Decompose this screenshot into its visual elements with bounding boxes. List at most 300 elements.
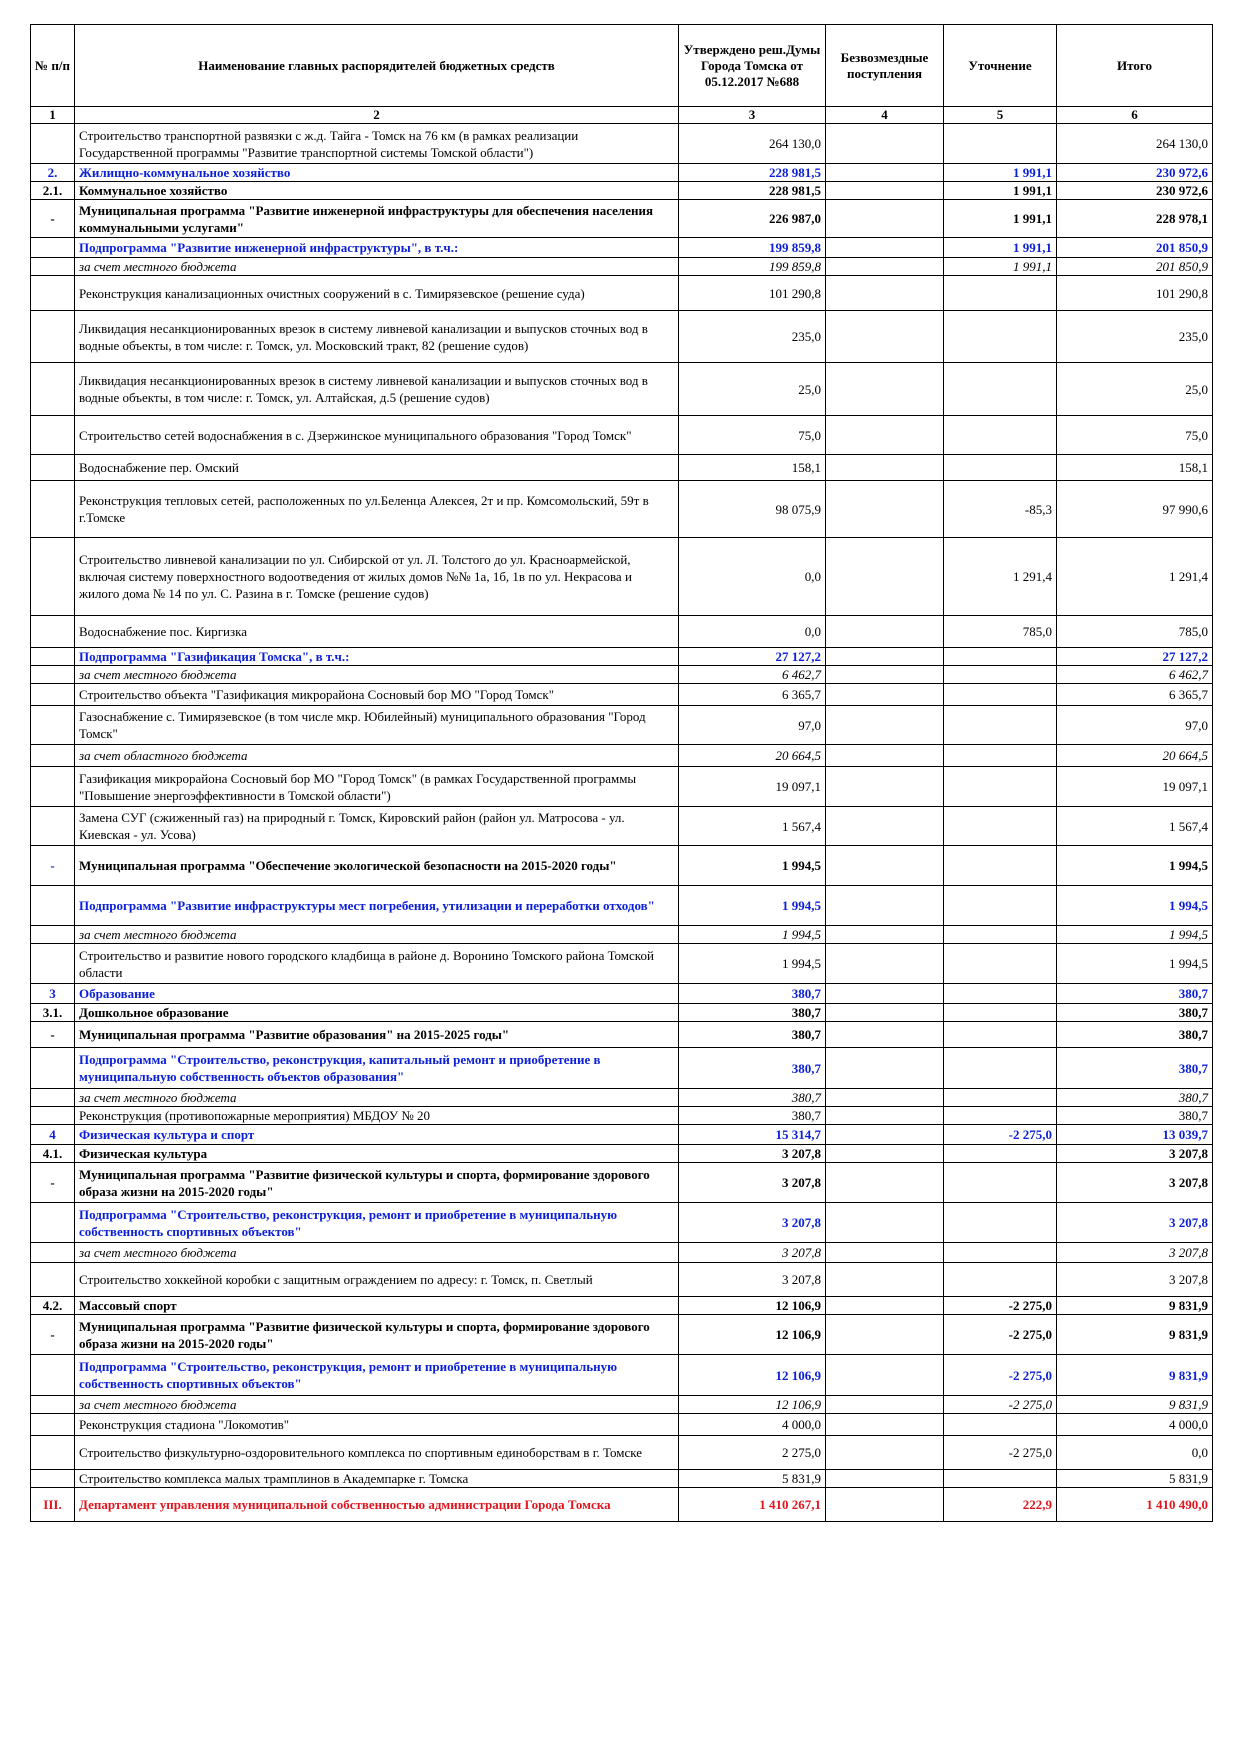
row-approved: 158,1 xyxy=(679,455,826,481)
row-approved: 25,0 xyxy=(679,363,826,416)
row-number xyxy=(31,1203,75,1243)
header-num: № п/п xyxy=(31,25,75,107)
table-row xyxy=(31,276,1213,311)
row-number xyxy=(31,648,75,666)
row-number xyxy=(31,276,75,311)
row-adjustment xyxy=(944,684,1057,706)
table-row xyxy=(31,258,1213,276)
row-adjustment xyxy=(944,1089,1057,1107)
row-name: Строительство ливневой канализации по ул. Сибирской от ул. Л. Толстого до ул. Красноармейской, включая систему поверхностного водоотведения от жилых домов №№ 1а, 1б, 1в по ул. Некрасова и жилого дома № 14 по ул. С. Разина в г. Томске (решение судов) xyxy=(75,538,679,616)
row-approved: 3 207,8 xyxy=(679,1203,826,1243)
row-approved: 380,7 xyxy=(679,1107,826,1125)
row-name: Газоснабжение с. Тимирязевское (в том числе мкр. Юбилейный) муниципального образования "Город Томск" xyxy=(75,706,679,745)
row-total: 4 000,0 xyxy=(1057,1414,1213,1436)
row-total: 1 994,5 xyxy=(1057,886,1213,926)
row-approved: 6 462,7 xyxy=(679,666,826,684)
row-adjustment xyxy=(944,706,1057,745)
table-row xyxy=(31,1355,1213,1396)
header-adjustment: Уточнение xyxy=(944,25,1057,107)
row-approved: 20 664,5 xyxy=(679,745,826,767)
row-number: - xyxy=(31,1315,75,1355)
row-number: 3.1. xyxy=(31,1004,75,1022)
row-total: 25,0 xyxy=(1057,363,1213,416)
row-number xyxy=(31,1263,75,1297)
row-name: Муниципальная программа "Развитие физической культуры и спорта, формирование здорового образа жизни на 2015-2020 годы" xyxy=(75,1315,679,1355)
row-approved: 235,0 xyxy=(679,311,826,363)
row-adjustment: -2 275,0 xyxy=(944,1297,1057,1315)
row-approved: 380,7 xyxy=(679,1022,826,1048)
row-name: Жилищно-коммунальное хозяйство xyxy=(75,164,679,182)
row-number: - xyxy=(31,1022,75,1048)
row-number xyxy=(31,258,75,276)
row-number xyxy=(31,1470,75,1488)
row-total: 380,7 xyxy=(1057,1089,1213,1107)
row-grants xyxy=(826,886,944,926)
row-grants xyxy=(826,767,944,807)
row-total: 3 207,8 xyxy=(1057,1203,1213,1243)
row-name: Дошкольное образование xyxy=(75,1004,679,1022)
row-number xyxy=(31,416,75,455)
row-name: Газификация микрорайона Сосновый бор МО "Город Томск" (в рамках Государственной программы "Повышение энергоэффективности в Томской области") xyxy=(75,767,679,807)
row-name: Подпрограмма "Развитие инфраструктуры мест погребения, утилизации и переработки отходов" xyxy=(75,886,679,926)
row-approved: 75,0 xyxy=(679,416,826,455)
row-name: Коммунальное хозяйство xyxy=(75,182,679,200)
row-total: 230 972,6 xyxy=(1057,182,1213,200)
row-approved: 4 000,0 xyxy=(679,1414,826,1436)
row-approved: 199 859,8 xyxy=(679,258,826,276)
row-approved: 228 981,5 xyxy=(679,182,826,200)
row-total: 3 207,8 xyxy=(1057,1163,1213,1203)
row-total: 380,7 xyxy=(1057,1107,1213,1125)
row-number xyxy=(31,455,75,481)
row-approved: 380,7 xyxy=(679,984,826,1004)
table-row xyxy=(31,1145,1213,1163)
row-number xyxy=(31,666,75,684)
table-row xyxy=(31,745,1213,767)
row-grants xyxy=(826,666,944,684)
row-total: 6 365,7 xyxy=(1057,684,1213,706)
row-grants xyxy=(826,1089,944,1107)
row-total: 201 850,9 xyxy=(1057,238,1213,258)
row-total: 380,7 xyxy=(1057,984,1213,1004)
table-row xyxy=(31,455,1213,481)
table-row xyxy=(31,1048,1213,1089)
row-number xyxy=(31,767,75,807)
row-number xyxy=(31,944,75,984)
table-row xyxy=(31,538,1213,616)
row-grants xyxy=(826,1125,944,1145)
row-number xyxy=(31,481,75,538)
row-grants xyxy=(826,311,944,363)
row-total: 75,0 xyxy=(1057,416,1213,455)
row-number: 3 xyxy=(31,984,75,1004)
row-total: 201 850,9 xyxy=(1057,258,1213,276)
row-name: за счет областного бюджета xyxy=(75,745,679,767)
row-total: 1 994,5 xyxy=(1057,926,1213,944)
row-grants xyxy=(826,1470,944,1488)
row-grants xyxy=(826,124,944,164)
row-adjustment xyxy=(944,1022,1057,1048)
row-total: 380,7 xyxy=(1057,1022,1213,1048)
row-adjustment xyxy=(944,886,1057,926)
table-row xyxy=(31,1125,1213,1145)
row-adjustment xyxy=(944,648,1057,666)
row-adjustment xyxy=(944,807,1057,846)
row-approved: 15 314,7 xyxy=(679,1125,826,1145)
table-row xyxy=(31,1396,1213,1414)
row-adjustment xyxy=(944,363,1057,416)
row-name: Водоснабжение пос. Киргизка xyxy=(75,616,679,648)
row-total: 3 207,8 xyxy=(1057,1243,1213,1263)
row-name: Строительство транспортной развязки с ж.д. Тайга - Томск на 76 км (в рамках реализации Государственной программы "Развитие транспортной системы Томской области") xyxy=(75,124,679,164)
row-approved: 264 130,0 xyxy=(679,124,826,164)
table-row xyxy=(31,124,1213,164)
row-approved: 5 831,9 xyxy=(679,1470,826,1488)
row-total: 1 291,4 xyxy=(1057,538,1213,616)
row-name: Массовый спорт xyxy=(75,1297,679,1315)
row-number xyxy=(31,124,75,164)
row-name: Образование xyxy=(75,984,679,1004)
row-name: за счет местного бюджета xyxy=(75,1396,679,1414)
row-name: Ликвидация несанкционированных врезок в систему ливневой канализации и выпусков сточных вод в водные объекты, в том числе: г. Томск, ул. Московский тракт, 82 (решение судов) xyxy=(75,311,679,363)
row-number xyxy=(31,538,75,616)
row-grants xyxy=(826,1163,944,1203)
row-number xyxy=(31,1355,75,1396)
header-grants: Безвозмездные поступления xyxy=(826,25,944,107)
row-grants xyxy=(826,1203,944,1243)
row-number xyxy=(31,1396,75,1414)
row-grants xyxy=(826,1048,944,1089)
header-name: Наименование главных распорядителей бюджетных средств xyxy=(75,25,679,107)
row-adjustment xyxy=(944,1004,1057,1022)
row-name: за счет местного бюджета xyxy=(75,258,679,276)
row-number xyxy=(31,311,75,363)
row-adjustment xyxy=(944,846,1057,886)
row-adjustment: -2 275,0 xyxy=(944,1355,1057,1396)
row-number: 2. xyxy=(31,164,75,182)
row-number xyxy=(31,238,75,258)
row-adjustment: 1 291,4 xyxy=(944,538,1057,616)
header-approved: Утверждено реш.Думы Города Томска от 05.12.2017 №688 xyxy=(679,25,826,107)
row-adjustment xyxy=(944,1163,1057,1203)
row-grants xyxy=(826,1004,944,1022)
row-name: Строительство и развитие нового городского кладбища в районе д. Воронино Томского района Томской области xyxy=(75,944,679,984)
row-total: 13 039,7 xyxy=(1057,1125,1213,1145)
row-approved: 228 981,5 xyxy=(679,164,826,182)
row-adjustment: 785,0 xyxy=(944,616,1057,648)
row-approved: 0,0 xyxy=(679,538,826,616)
row-grants xyxy=(826,616,944,648)
row-total: 9 831,9 xyxy=(1057,1396,1213,1414)
table-row xyxy=(31,616,1213,648)
row-number: 4.1. xyxy=(31,1145,75,1163)
row-total: 3 207,8 xyxy=(1057,1145,1213,1163)
table-row xyxy=(31,1470,1213,1488)
row-total: 27 127,2 xyxy=(1057,648,1213,666)
table-row xyxy=(31,944,1213,984)
row-number xyxy=(31,1089,75,1107)
row-adjustment xyxy=(944,1263,1057,1297)
row-number: 4.2. xyxy=(31,1297,75,1315)
row-approved: 3 207,8 xyxy=(679,1145,826,1163)
row-approved: 1 410 267,1 xyxy=(679,1488,826,1522)
row-number xyxy=(31,926,75,944)
row-grants xyxy=(826,1107,944,1125)
row-grants xyxy=(826,416,944,455)
row-adjustment xyxy=(944,666,1057,684)
table-row xyxy=(31,1243,1213,1263)
table-row xyxy=(31,1107,1213,1125)
table-row xyxy=(31,1203,1213,1243)
row-number xyxy=(31,706,75,745)
table-row xyxy=(31,1089,1213,1107)
row-grants xyxy=(826,684,944,706)
row-approved: 3 207,8 xyxy=(679,1263,826,1297)
row-approved: 199 859,8 xyxy=(679,238,826,258)
table-row xyxy=(31,416,1213,455)
row-number xyxy=(31,684,75,706)
table-row xyxy=(31,1297,1213,1315)
row-grants xyxy=(826,1488,944,1522)
row-total: 264 130,0 xyxy=(1057,124,1213,164)
row-number: - xyxy=(31,846,75,886)
row-approved: 3 207,8 xyxy=(679,1243,826,1263)
row-name: Физическая культура и спорт xyxy=(75,1125,679,1145)
row-name: Департамент управления муниципальной собственностью администрации Города Томска xyxy=(75,1488,679,1522)
row-total: 97 990,6 xyxy=(1057,481,1213,538)
row-name: Подпрограмма "Строительство, реконструкция, капитальный ремонт и приобретение в муниципальную собственность объектов образования" xyxy=(75,1048,679,1089)
row-approved: 380,7 xyxy=(679,1004,826,1022)
table-row xyxy=(31,846,1213,886)
row-name: Муниципальная программа "Обеспечение экологической безопасности на 2015-2020 годы" xyxy=(75,846,679,886)
row-name: Муниципальная программа "Развитие образования" на 2015-2025 годы" xyxy=(75,1022,679,1048)
row-adjustment xyxy=(944,926,1057,944)
row-approved: 0,0 xyxy=(679,616,826,648)
row-name: за счет местного бюджета xyxy=(75,1089,679,1107)
row-total: 158,1 xyxy=(1057,455,1213,481)
row-name: Физическая культура xyxy=(75,1145,679,1163)
row-name: Строительство сетей водоснабжения в с. Дзержинское муниципального образования "Город Томск" xyxy=(75,416,679,455)
row-total: 380,7 xyxy=(1057,1004,1213,1022)
table-row xyxy=(31,926,1213,944)
row-approved: 380,7 xyxy=(679,1089,826,1107)
row-grants xyxy=(826,745,944,767)
row-name: за счет местного бюджета xyxy=(75,1243,679,1263)
row-adjustment xyxy=(944,1203,1057,1243)
table-row xyxy=(31,1004,1213,1022)
row-name: Муниципальная программа "Развитие инженерной инфраструктуры для обеспечения населения коммунальными услугами" xyxy=(75,200,679,238)
row-name: Строительство комплекса малых трамплинов в Академпарке г. Томска xyxy=(75,1470,679,1488)
row-adjustment: -2 275,0 xyxy=(944,1396,1057,1414)
row-adjustment xyxy=(944,1470,1057,1488)
row-grants xyxy=(826,846,944,886)
row-approved: 12 106,9 xyxy=(679,1396,826,1414)
row-number xyxy=(31,1436,75,1470)
row-grants xyxy=(826,538,944,616)
row-grants xyxy=(826,200,944,238)
row-number xyxy=(31,807,75,846)
row-approved: 380,7 xyxy=(679,1048,826,1089)
table-row xyxy=(31,1436,1213,1470)
row-name: Реконструкция тепловых сетей, расположенных по ул.Беленца Алексея, 2т и пр. Комсомольский, 59т в г.Томске xyxy=(75,481,679,538)
row-total: 97,0 xyxy=(1057,706,1213,745)
row-grants xyxy=(826,455,944,481)
row-adjustment: 1 991,1 xyxy=(944,258,1057,276)
table-row xyxy=(31,164,1213,182)
row-total: 1 567,4 xyxy=(1057,807,1213,846)
row-name: Реконструкция стадиона "Локомотив" xyxy=(75,1414,679,1436)
row-approved: 12 106,9 xyxy=(679,1315,826,1355)
row-adjustment xyxy=(944,455,1057,481)
row-name: Реконструкция (противопожарные мероприятия) МБДОУ № 20 xyxy=(75,1107,679,1125)
header-index-6: 6 xyxy=(1057,107,1213,124)
table-row xyxy=(31,1263,1213,1297)
row-adjustment xyxy=(944,1145,1057,1163)
row-approved: 1 994,5 xyxy=(679,944,826,984)
row-grants xyxy=(826,1297,944,1315)
table-row xyxy=(31,311,1213,363)
row-total: 6 462,7 xyxy=(1057,666,1213,684)
row-adjustment xyxy=(944,124,1057,164)
header-index-1: 1 xyxy=(31,107,75,124)
row-approved: 1 994,5 xyxy=(679,926,826,944)
row-grants xyxy=(826,648,944,666)
row-approved: 12 106,9 xyxy=(679,1355,826,1396)
row-number: - xyxy=(31,1163,75,1203)
row-number xyxy=(31,1243,75,1263)
table-body xyxy=(31,124,1213,1522)
row-adjustment: 222,9 xyxy=(944,1488,1057,1522)
header-index-2: 2 xyxy=(75,107,679,124)
row-approved: 101 290,8 xyxy=(679,276,826,311)
row-number xyxy=(31,1048,75,1089)
row-adjustment xyxy=(944,1107,1057,1125)
row-number xyxy=(31,616,75,648)
row-name: Водоснабжение пер. Омский xyxy=(75,455,679,481)
row-number xyxy=(31,745,75,767)
table-row xyxy=(31,363,1213,416)
table-row xyxy=(31,807,1213,846)
table-row xyxy=(31,1163,1213,1203)
row-total: 20 664,5 xyxy=(1057,745,1213,767)
table-row xyxy=(31,886,1213,926)
table-row xyxy=(31,238,1213,258)
table-row xyxy=(31,182,1213,200)
row-approved: 98 075,9 xyxy=(679,481,826,538)
row-grants xyxy=(826,1436,944,1470)
row-total: 0,0 xyxy=(1057,1436,1213,1470)
row-total: 785,0 xyxy=(1057,616,1213,648)
row-grants xyxy=(826,182,944,200)
row-name: Строительство физкультурно-оздоровительного комплекса по спортивным единоборствам в г. Томске xyxy=(75,1436,679,1470)
row-adjustment xyxy=(944,1048,1057,1089)
row-number xyxy=(31,886,75,926)
row-name: за счет местного бюджета xyxy=(75,926,679,944)
table-row xyxy=(31,767,1213,807)
row-total: 19 097,1 xyxy=(1057,767,1213,807)
row-grants xyxy=(826,706,944,745)
table-row xyxy=(31,1315,1213,1355)
row-grants xyxy=(826,1022,944,1048)
row-adjustment: 1 991,1 xyxy=(944,164,1057,182)
row-approved: 1 994,5 xyxy=(679,886,826,926)
row-name: за счет местного бюджета xyxy=(75,666,679,684)
row-total: 3 207,8 xyxy=(1057,1263,1213,1297)
row-adjustment xyxy=(944,767,1057,807)
row-grants xyxy=(826,258,944,276)
row-name: Строительство объекта "Газификация микрорайона Сосновый бор МО "Город Томск" xyxy=(75,684,679,706)
row-name: Муниципальная программа "Развитие физической культуры и спорта, формирование здорового образа жизни на 2015-2020 годы" xyxy=(75,1163,679,1203)
row-approved: 1 567,4 xyxy=(679,807,826,846)
row-adjustment xyxy=(944,984,1057,1004)
row-grants xyxy=(826,1414,944,1436)
row-approved: 1 994,5 xyxy=(679,846,826,886)
row-grants xyxy=(826,944,944,984)
row-approved: 19 097,1 xyxy=(679,767,826,807)
table-row xyxy=(31,706,1213,745)
row-total: 9 831,9 xyxy=(1057,1315,1213,1355)
row-grants xyxy=(826,238,944,258)
header-total: Итого xyxy=(1057,25,1213,107)
row-adjustment: -2 275,0 xyxy=(944,1125,1057,1145)
row-total: 1 994,5 xyxy=(1057,944,1213,984)
row-total: 228 978,1 xyxy=(1057,200,1213,238)
table-row xyxy=(31,200,1213,238)
row-adjustment: -85,3 xyxy=(944,481,1057,538)
row-adjustment: -2 275,0 xyxy=(944,1436,1057,1470)
row-number: 4 xyxy=(31,1125,75,1145)
row-number: 2.1. xyxy=(31,182,75,200)
row-grants xyxy=(826,363,944,416)
row-grants xyxy=(826,1145,944,1163)
row-grants xyxy=(826,481,944,538)
table-row xyxy=(31,666,1213,684)
row-name: Реконструкция канализационных очистных сооружений в с. Тимирязевское (решение суда) xyxy=(75,276,679,311)
row-adjustment xyxy=(944,311,1057,363)
row-approved: 2 275,0 xyxy=(679,1436,826,1470)
row-grants xyxy=(826,984,944,1004)
row-name: Подпрограмма "Развитие инженерной инфраструктуры", в т.ч.: xyxy=(75,238,679,258)
row-approved: 3 207,8 xyxy=(679,1163,826,1203)
row-adjustment: 1 991,1 xyxy=(944,182,1057,200)
table-header xyxy=(31,25,1213,124)
row-name: Подпрограмма "Строительство, реконструкция, ремонт и приобретение в муниципальную собственность спортивных объектов" xyxy=(75,1203,679,1243)
row-grants xyxy=(826,1396,944,1414)
table-row xyxy=(31,1022,1213,1048)
row-adjustment xyxy=(944,944,1057,984)
row-grants xyxy=(826,1355,944,1396)
row-number xyxy=(31,1414,75,1436)
row-approved: 6 365,7 xyxy=(679,684,826,706)
row-approved: 27 127,2 xyxy=(679,648,826,666)
row-grants xyxy=(826,807,944,846)
table-row xyxy=(31,648,1213,666)
table-row xyxy=(31,684,1213,706)
row-approved: 97,0 xyxy=(679,706,826,745)
table-row xyxy=(31,1488,1213,1522)
row-total: 9 831,9 xyxy=(1057,1355,1213,1396)
row-approved: 226 987,0 xyxy=(679,200,826,238)
table-row xyxy=(31,984,1213,1004)
row-grants xyxy=(826,1315,944,1355)
row-adjustment xyxy=(944,745,1057,767)
row-number: - xyxy=(31,200,75,238)
header-index-3: 3 xyxy=(679,107,826,124)
row-adjustment: -2 275,0 xyxy=(944,1315,1057,1355)
row-adjustment xyxy=(944,276,1057,311)
row-name: Подпрограмма "Газификация Томска", в т.ч.: xyxy=(75,648,679,666)
row-number xyxy=(31,1107,75,1125)
